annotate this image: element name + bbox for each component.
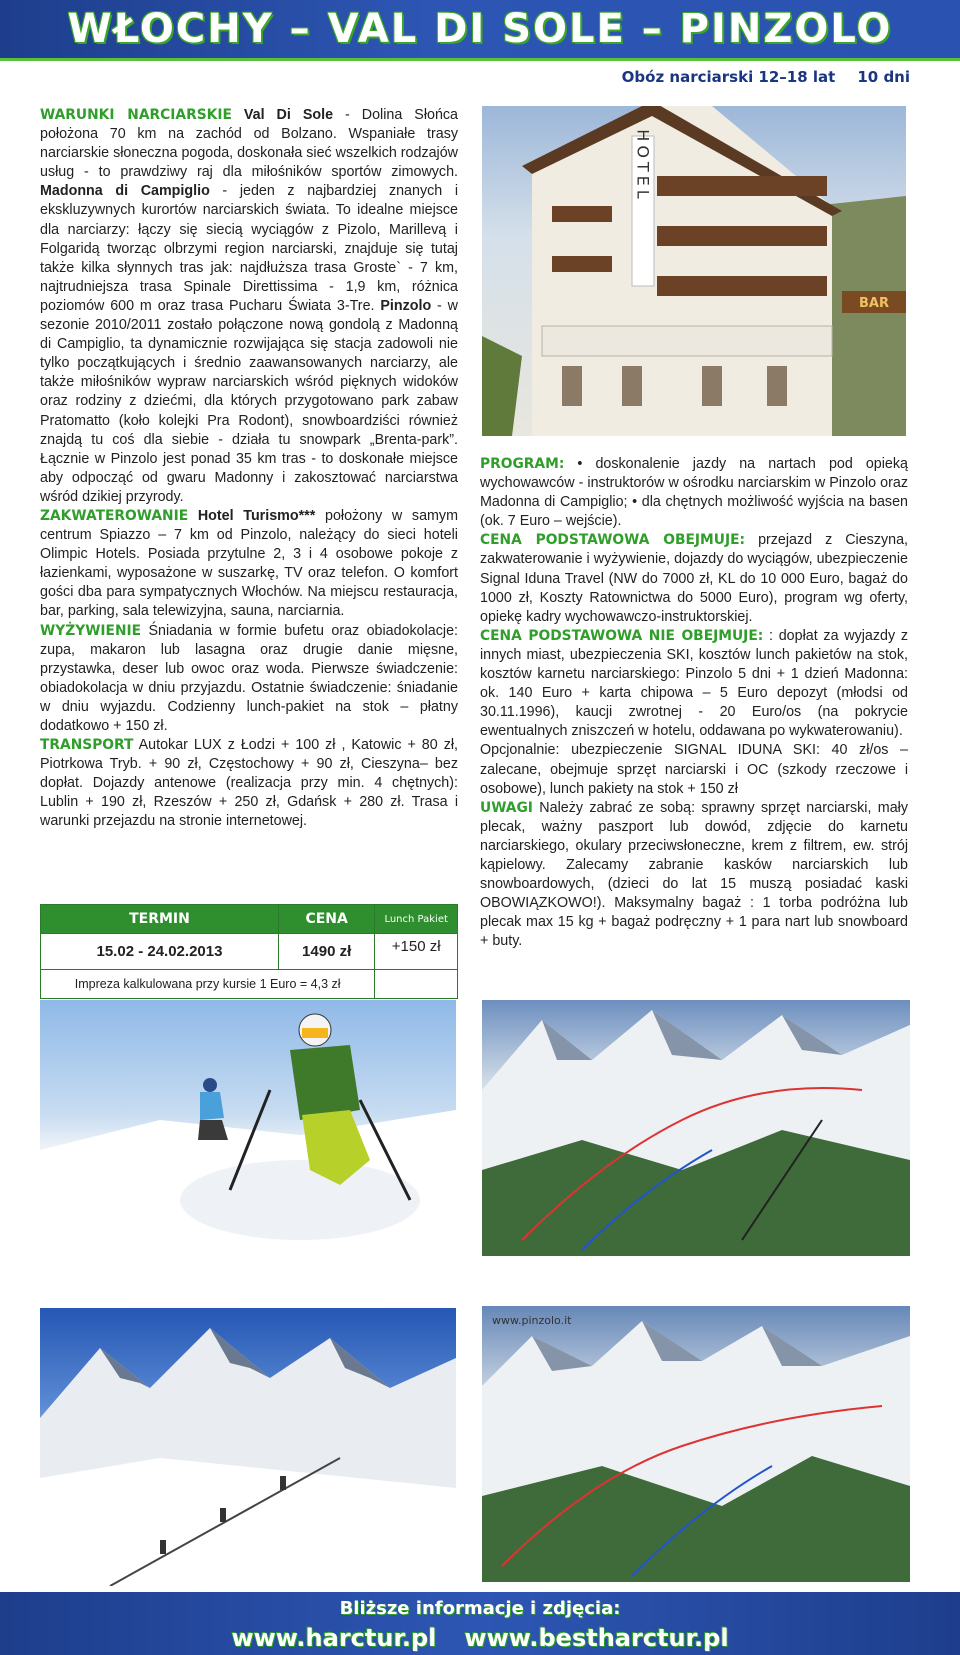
program-heading: PROGRAM: <box>480 456 565 472</box>
duration-label: 10 dni <box>857 68 910 86</box>
uwagi-text: Należy zabrać ze sobą: sprawny sprzęt narciarski, mały plecak, ważny paszport lub dowód, zdjęcie do karnetu narciarskiego, okulary przeciwsłoneczne, krem z filtrem, ew. strój kąpielowy. Zalecamy zabranie kasków narciarskich lub snowboardowych, (dzieci do lat 15 muszą posiadać kaski OBOWIĄZKOWO!). Maksymalny bagaż : 1 torba podróżna lub plecak max 15 kg + bagaż podręczny + 1 para nart lub snowboard + buty. <box>480 799 908 950</box>
transport-text: Autokar LUX z Łodzi + 100 zł , Katowic + 80 zł, Piotrkowa Tryb. + 90 zł, Częstochowy + 90 zł, Cieszyna– bez dopłat. Dojazdy antenowe (realizacja przy min. 4 chętnych): Lublin + 190 zł, Rzeszów + 250 zł, Gdańsk + 280 zł. Trasa i warunki przejazdu na stronie internetowej. <box>40 737 458 830</box>
warunki-text2: - jeden z najbardziej znanych i ekskluzywnych kurortów narciarskich świata. <box>40 183 459 219</box>
price-table-row <box>41 934 458 970</box>
hotel-name: Hotel Turismo*** <box>197 507 316 524</box>
cena-nie-obejmuje-text: : dopłat za wyjazdy z innych miast, ubezpieczenia SKI, kosztów lunch pakietów na stok, kosztów karnetu narciarskiego: Pinzolo 5 dni + 1 dzień Madonna: ok. 140 Euro + karta chipowa – 5 Euro depozyt (młodsi od 30.11.1996), kaucji zwrotnej - 20 Euro/os (na pokrycie ewentualnych zniszczeń w hotelu, oddawana po wykwaterowaniu). <box>480 627 908 740</box>
program-text: • doskonalenie jazdy na nartach pod opieką wychowawców - instruktorów w ośrodku narciarskim w Pinzolo oraz Madonna di Campiglio; • dla chętnych możliwość wyjścia na basen (ok. 7 Euro – wejście). <box>480 456 908 530</box>
harctur-link[interactable]: www.harctur.pl <box>231 1624 437 1652</box>
col-termin-header: TERMIN <box>41 905 279 934</box>
bar-sign-text: BAR <box>859 296 889 311</box>
cena-obejmuje-heading: CENA PODSTAWOWA OBEJMUJE: <box>480 532 746 549</box>
section-uwagi <box>480 799 908 952</box>
price-table-header <box>41 905 458 934</box>
skier-photo <box>40 1000 456 1252</box>
map2-watermark: www.pinzolo.it <box>492 1314 572 1327</box>
camp-info <box>590 68 910 86</box>
section-opcjonalnie: Opcjonalnie: ubezpieczenie SIGNAL IDUNA SKI: 40 zł/os – zalecane, obejmuje sprzęt narciarski i OC (szkody rzeczowe i osobowe), lunch pakiety na stok + 150 zł <box>480 742 908 797</box>
section-wyzywienie <box>40 622 458 737</box>
col-lunch-header: Lunch Pakiet <box>375 905 458 934</box>
section-transport <box>40 736 458 831</box>
page-title: WŁOCHY – VAL DI SOLE – PINZOLO <box>67 6 893 52</box>
ski-map-pinzolo <box>482 1306 910 1582</box>
madonna-term: Madonna di Campiglio <box>40 183 210 200</box>
pinzolo-term: Pinzolo <box>380 297 432 314</box>
left-column <box>40 106 458 832</box>
mountain-landscape-photo <box>40 1308 456 1586</box>
section-zakwaterowanie <box>40 507 458 622</box>
section-warunki <box>40 106 458 507</box>
bestharctur-link[interactable]: www.bestharctur.pl <box>464 1624 729 1652</box>
warunki-text3: To idealne miejsce dla narciarzy: łączy się siecią wyciągów z Pizolo, Marillevą i Folgaridą tworząc olbrzymi region narciarski, znajduje się tutaj także kilka słynnych tras jak: najdłuższa trasa Groste` - 7 km, najtrudniejsza trasa Spinale Direttissima - 1,9 km, różnica poziomów 600 m oraz trasa Pucharu Świata 3-Tre. <box>40 202 458 314</box>
lunch-cell: +150 zł <box>375 934 458 970</box>
footer-info-label: Bliższe informacje i zdjęcia: <box>339 1598 621 1619</box>
cena-cell: 1490 zł <box>278 934 374 970</box>
cena-nie-obejmuje-heading: CENA PODSTAWOWA NIE OBEJMUJE: <box>480 627 764 644</box>
section-program <box>480 455 908 531</box>
warunki-text4: - w sezonie 2010/2011 zostało połączone nową gondolą z Madonną di Campiglio, ta dynamicznie rozwijająca się stacja zadowoli nie tylko początkujących i średnio zaawansowanych narciarzy, ale także miłośników wypraw narciarskich wśród pięknych widoków oraz rodziny z dziećmi, dla których przygotowano park zabaw Pratomatto (koło kolejki Pra Rodont), snowboardziści również znajdą tu coś dla siebie - działa tu snowpark „Brenta-park”. Łącznie w Pinzolo jest ponad 35 km tras - to doskonałe miejsce aby odpocząć od gwaru Madonny i zakosztować narciarstwa wśród dzikiej przyrody. <box>40 297 458 505</box>
camp-label: Obóz narciarski 12–18 lat <box>621 68 836 86</box>
wyzywienie-heading: WYŻYWIENIE <box>40 622 142 639</box>
termin-cell: 15.02 - 24.02.2013 <box>41 934 279 970</box>
warunki-text1: - Dolina Słońca położona 70 km na zachód od Bolzano. Wspaniałe trasy narciarskie słoneczna pogoda, doskonała sieć wszelkich rodzajów usług - to prawdziwy raj dla miłośników sportów zimowych. <box>40 107 459 181</box>
hotel-photo <box>482 106 906 436</box>
section-cena-nie-obejmuje <box>480 627 908 742</box>
zakwaterowanie-text: położony w samym centrum Spiazzo – 7 km od Pinzolo, należący do sieci hoteli Olimpic Hotels. Posiada przytulne 2, 3 i 4 osobowe pokoje z łazienkami, wyposażone w suszarkę, TV oraz telefon. O komfort gości dba para sympatycznych Włochów. Na miejscu restauracja, bar, parking, sala telewizyjna, sauna, narciarnia. <box>40 507 458 620</box>
zakwaterowanie-heading: ZAKWATEROWANIE <box>40 507 189 524</box>
empty-cell <box>375 970 458 999</box>
cena-obejmuje-text: przejazd z Cieszyna, zakwaterowanie i wyżywienie, dojazdy do wyciągów, ubezpieczenie Signal Iduna Travel (NW do 7000 zł, KL do 10 000 Euro, bagaż do 1000 zł, Koszty Ratownictwa do 5000 Euro), program wg oferty, opiekę kadry wychowawczo-instruktorskiej. <box>480 532 908 625</box>
warunki-heading: WARUNKI NARCIARSKIE <box>40 107 232 123</box>
ski-map-madonna <box>482 1000 910 1256</box>
exchange-rate-note: Impreza kalkulowana przy kursie 1 Euro = 4,3 zł <box>41 970 375 999</box>
price-table <box>40 904 458 999</box>
footer-links <box>0 1624 960 1652</box>
col-cena-header: CENA <box>278 905 374 934</box>
section-cena-obejmuje <box>480 531 908 626</box>
transport-heading: TRANSPORT <box>40 737 134 754</box>
price-table-note-row <box>41 970 458 999</box>
hotel-sign-text: HOTEL <box>633 129 653 203</box>
uwagi-heading: UWAGI <box>480 799 533 816</box>
right-column <box>480 455 908 951</box>
wyzywienie-text: Śniadania w formie bufetu oraz obiadokolacje: zupa, makaron lub lasagna oraz drugie danie mięsne, przystawka, deser lub owoc oraz woda. Pierwsze świadczenie: obiadokolacja w dniu przyjazdu. Ostatnie świadczenie: śniadanie w dniu wyjazdu. Codzienny lunch-pakiet na stok – płatny dodatkowo + 150 zł. <box>40 622 458 734</box>
val-di-sole-term: Val Di Sole <box>243 107 334 123</box>
